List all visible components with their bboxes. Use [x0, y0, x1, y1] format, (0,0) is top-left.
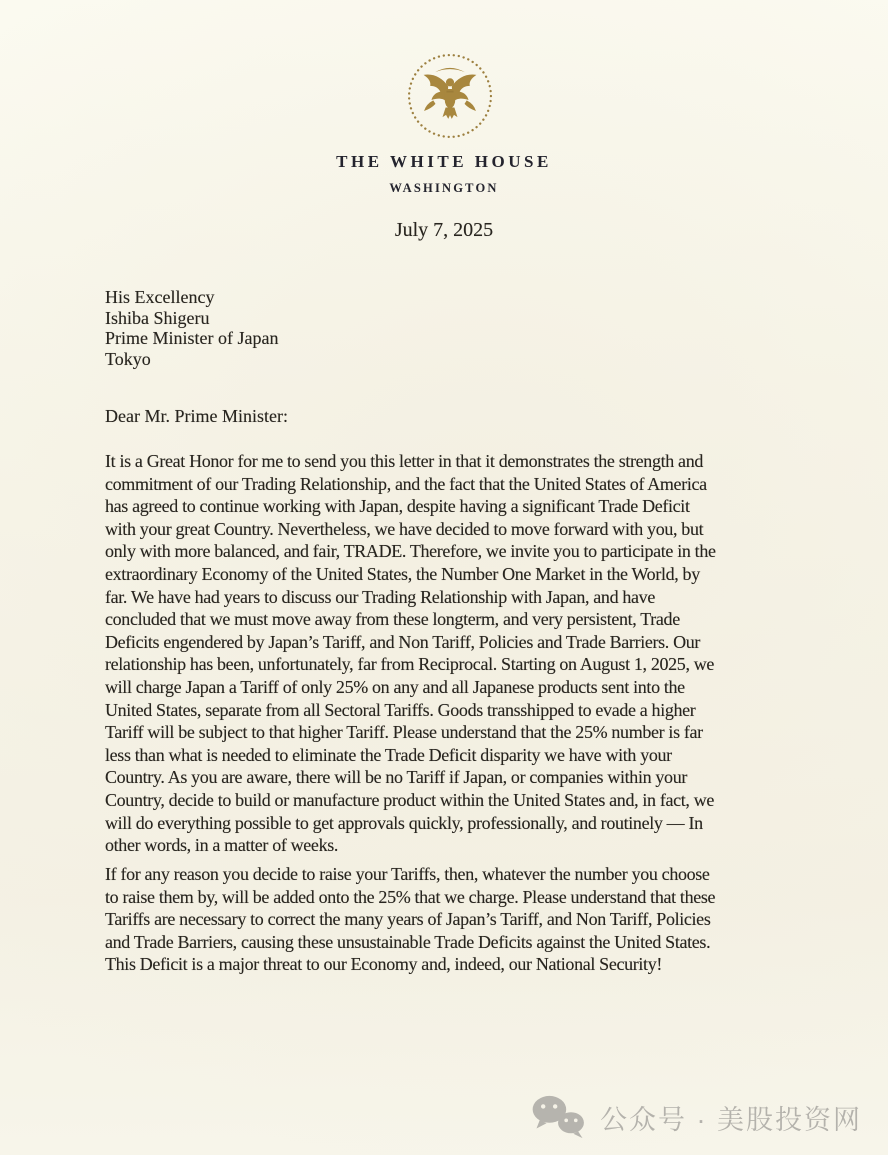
text-line: United States, separate from all Sectoral Tariffs. Goods transshipped to evade a higher — [105, 699, 696, 720]
text-line: Ishiba Shigeru — [105, 307, 210, 328]
text-line: relationship has been, unfortunately, far from Reciprocal. Starting on August 1, 2025, we — [105, 654, 715, 675]
text-line: only with more balanced, and fair, TRADE. Therefore, we invite you to participate in the — [105, 541, 716, 562]
salutation: Dear Mr. Prime Minister: — [105, 406, 288, 426]
letterhead-title: THE WHITE HOUSE — [336, 152, 552, 171]
text-line: to raise them by, will be added onto the 25% that we charge. Please understand that these — [105, 886, 716, 907]
text-line: far. We have had years to discuss our Trading Relationship with Japan, and have — [105, 586, 655, 607]
presidential-seal-icon — [406, 50, 494, 142]
text-line: This Deficit is a major threat to our Economy and, indeed, our National Security! — [105, 954, 662, 975]
text-line: concluded that we must move away from these longterm, and very persistent, Trade — [105, 609, 680, 630]
wechat-icon — [530, 1094, 588, 1140]
text-line: It is a Great Honor for me to send you this letter in that it demonstrates the strength and — [105, 451, 704, 471]
recipient-address — [105, 287, 278, 370]
text-line: Tariffs are necessary to correct the many years of Japan’s Tariff, and Non Tariff, Policies — [105, 909, 711, 930]
text-line: commitment of our Trading Relationship, and the fact that the United States of America — [105, 473, 707, 494]
watermark-text: 公众号 · 美股投资网 — [600, 1104, 862, 1135]
letterhead-subtitle: WASHINGTON — [389, 181, 499, 195]
body-paragraph-2 — [105, 863, 805, 976]
text-line: other words, in a matter of weeks. — [105, 835, 339, 856]
letter-date: July 7, 2025 — [394, 219, 494, 241]
body-paragraph-1 — [105, 450, 805, 857]
text-line: will do everything possible to get approvals quickly, professionally, and routinely — In — [105, 812, 703, 833]
text-line: will charge Japan a Tariff of only 25% on any and all Japanese products sent into the — [105, 676, 685, 697]
text-line: Tokyo — [105, 349, 151, 370]
text-line: extraordinary Economy of the United States, the Number One Market in the World, by — [105, 563, 700, 584]
text-line: His Excellency — [105, 287, 215, 307]
text-line: If for any reason you decide to raise your Tariffs, then, whatever the number you choose — [105, 864, 710, 884]
text-line: has agreed to continue working with Japan, despite having a significant Trade Deficit — [105, 496, 690, 517]
text-line: with your great Country. Nevertheless, we have decided to move forward with you, but — [105, 518, 704, 539]
text-line: Prime Minister of Japan — [105, 328, 279, 349]
watermark — [530, 1094, 862, 1140]
text-line: Deficits engendered by Japan’s Tariff, and Non Tariff, Policies and Trade Barriers. Our — [105, 631, 701, 652]
text-line: Tariff will be subject to that higher Tariff. Please understand that the 25% number is far — [105, 722, 703, 743]
text-line: less than what is needed to eliminate the Trade Deficit disparity we have with your — [105, 744, 672, 765]
text-line: and Trade Barriers, causing these unsustainable Trade Deficits against the United States. — [105, 931, 711, 952]
text-line: Country. As you are aware, there will be no Tariff if Japan, or companies within your — [105, 767, 687, 788]
text-line: Country, decide to build or manufacture product within the United States and, in fact, we — [105, 789, 715, 810]
